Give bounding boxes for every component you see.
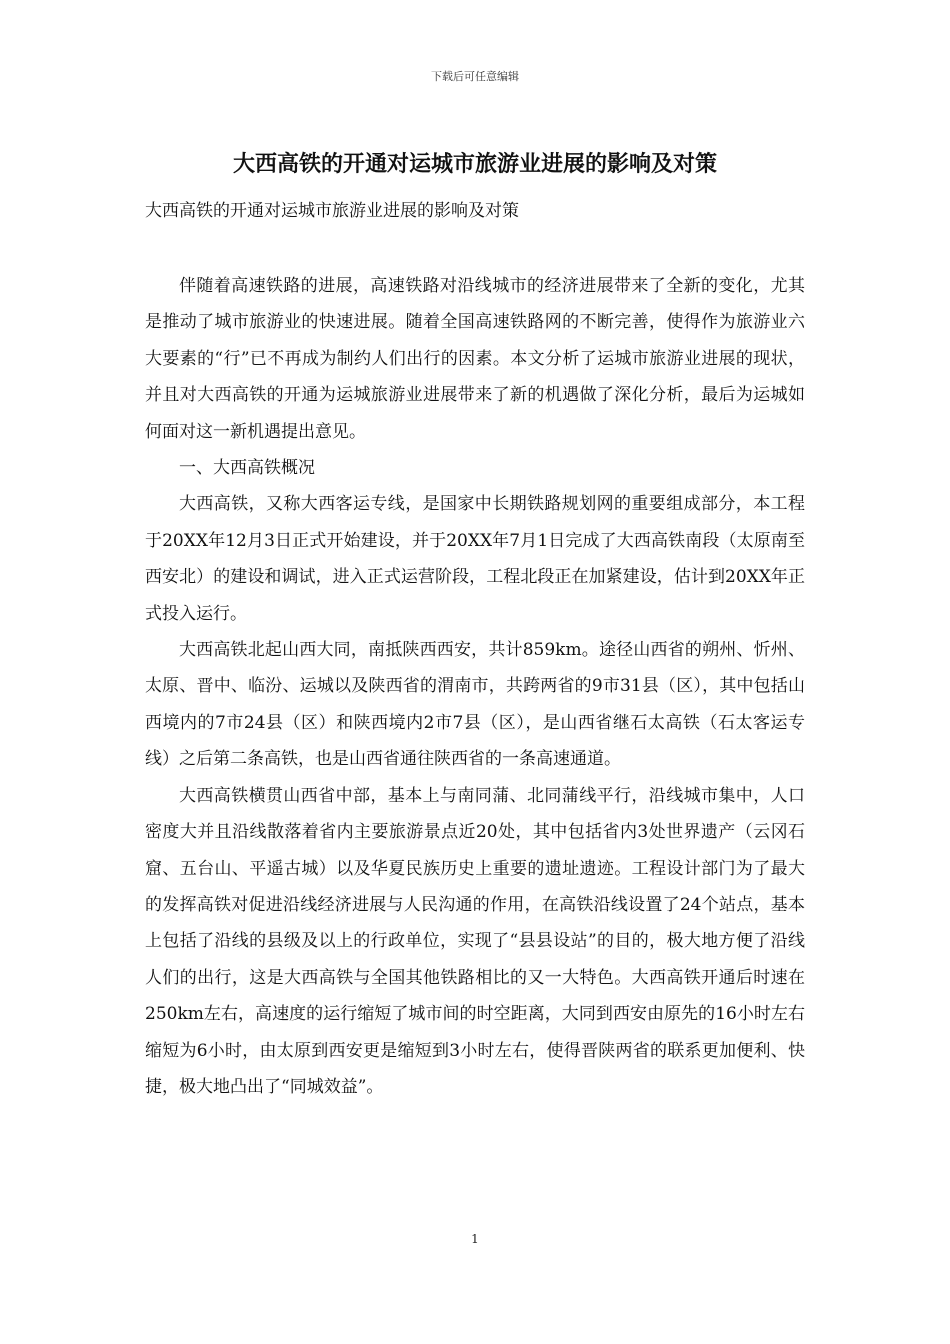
section-heading: 一、大西高铁概况 [179, 458, 315, 479]
document-title: 大西高铁的开通对运城市旅游业进展的影响及对策 [232, 151, 717, 177]
paragraph-intro: 伴随着高速铁路的进展，高速铁路对沿线城市的经济进展带来了全新的变化，尤其是推动了城市旅游业的快速进展。随着全国高速铁路网的不断完善，使得作为旅游业六大要素的“行”已不再成为制约人们出行的因素。本文分析了运城市旅游业进展的现状，并且对大西高铁的开通为运城旅游业进展带来了新的机遇做了深化分析，最后为运城如何面对这一新机遇提出意见。 [145, 276, 805, 442]
paragraph-overview: 大西高铁，又称大西客运专线，是国家中长期铁路规划网的重要组成部分，本工程于20XX年12月3日正式开始建设，并于20XX年7月1日完成了大西高铁南段（太原南至西安北）的建设和调试，进入正式运营阶段，工程北段正在加紧建设，估计到20XX年正式投入运行。 [145, 494, 805, 624]
paragraph-features: 大西高铁横贯山西省中部，基本上与南同蒲、北同蒲线平行，沿线城市集中，人口密度大并且沿线散落着省内主要旅游景点近20处，其中包括省内3处世界遗产（云冈石窟、五台山、平遥古城）以及华夏民族历史上重要的遗址遗迹。工程设计部门为了最大的发挥高铁对促进沿线经济进展与人民沟通的作用，在高铁沿线设置了24个站点，基本上包括了沿线的县级及以上的行政单位，实现了“县县设站”的目的，极大地方便了沿线人们的出行，这是大西高铁与全国其他铁路相比的又一大特色。大西高铁开通后时速在250km左右，高速度的运行缩短了城市间的时空距离，大同到西安由原先的16小时左右缩短为6小时，由太原到西安更是缩短到3小时左右，使得晋陕两省的联系更加便利、快捷，极大地凸出了“同城效益”。 [145, 785, 805, 1097]
header-note: 下载后可任意编辑 [431, 70, 519, 83]
body-text [145, 268, 805, 1105]
document-subtitle: 大西高铁的开通对运城市旅游业进展的影响及对策 [145, 201, 519, 221]
paragraph-route: 大西高铁北起山西大同，南抵陕西西安，共计859km。途径山西省的朔州、忻州、太原、晋中、临汾、运城以及陕西省的渭南市，共跨两省的9市31县（区），其中包括山西境内的7市24县（区）和陕西境内2市7县（区），是山西省继石太高铁（石太客运专线）之后第二条高铁，也是山西省通往陕西省的一条高速通道。 [145, 640, 805, 770]
page-number: 1 [471, 1232, 479, 1246]
